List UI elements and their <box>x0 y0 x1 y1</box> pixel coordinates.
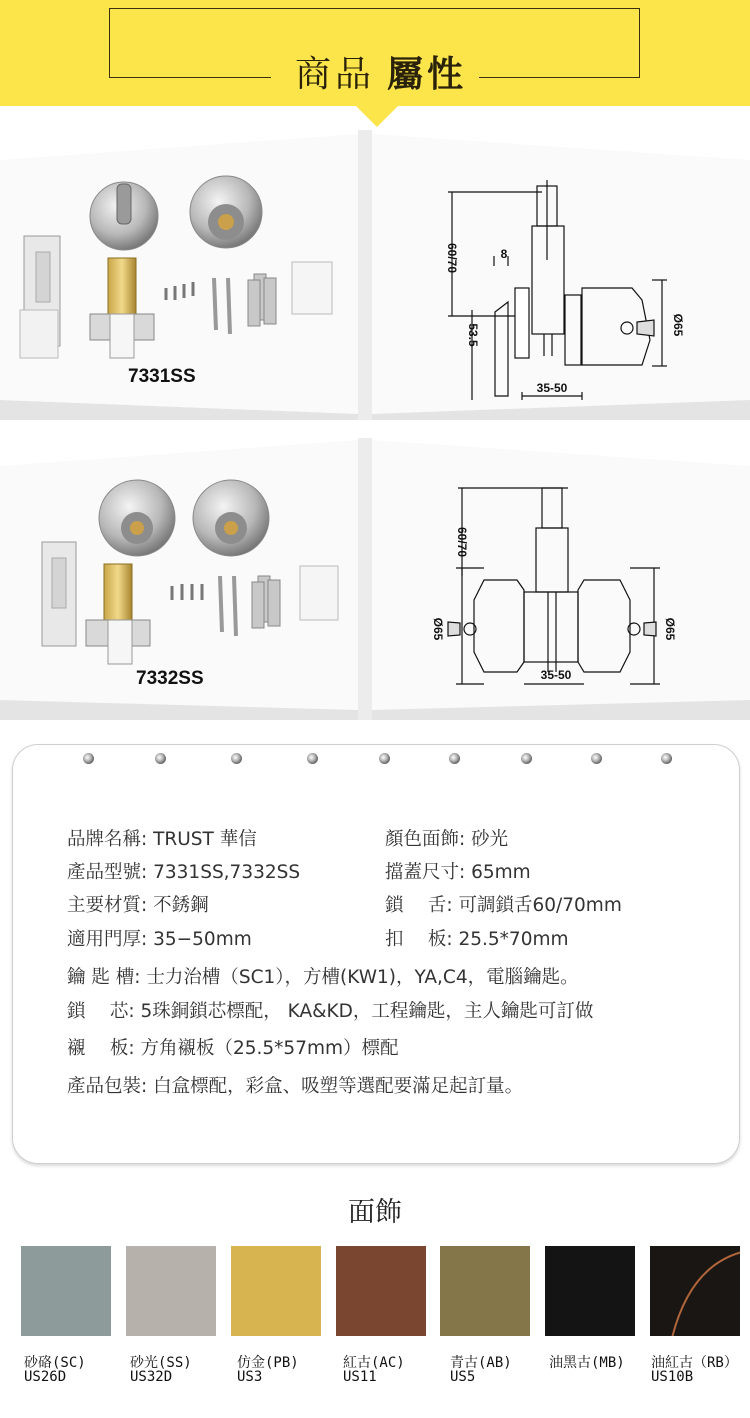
dim-diameter-right: Ø65 <box>663 617 677 641</box>
model-label: 7331SS <box>128 366 196 387</box>
finish-name: 紅古(AC) <box>343 1355 405 1371</box>
section-title <box>0 46 750 97</box>
spec-color: 顏色面飾: 砂光 <box>385 829 509 850</box>
finish-name: 仿金(PB) <box>237 1355 299 1371</box>
finish-code: US32D <box>130 1369 173 1385</box>
technical-drawing-7332 <box>372 472 750 712</box>
dim-door: 35-50 <box>536 381 568 395</box>
title-part1: 商品 <box>283 54 387 95</box>
dim-backset: 60/70 <box>455 526 469 558</box>
finish-code: US3 <box>237 1369 263 1385</box>
binder-hole <box>449 753 460 764</box>
binder-holes <box>13 753 739 773</box>
finish-name: 油黑古(MB) <box>549 1355 625 1371</box>
spec-thickness: 適用門厚: 35−50mm <box>67 929 252 950</box>
binder-hole <box>661 753 672 764</box>
spec-liner: 襯 板: 方角襯板（25.5*57mm）標配 <box>67 1038 399 1059</box>
finish-label-rb <box>651 1356 738 1384</box>
finish-label-sc <box>24 1356 86 1384</box>
binder-hole <box>231 753 242 764</box>
swatch-pb <box>231 1246 321 1336</box>
spec-package: 產品包裝: 白盒標配，彩盒、吸塑等選配要滿足起訂量。 <box>67 1076 524 1097</box>
swatch-rb <box>650 1246 740 1336</box>
binder-hole <box>155 753 166 764</box>
spec-core: 鎖 芯: 5珠銅鎖芯標配， KA&KD，工程鑰匙，主人鑰匙可訂做 <box>67 1001 594 1022</box>
finish-code: US11 <box>343 1369 377 1385</box>
spec-rosette: 擋蓋尺寸: 65mm <box>385 862 531 883</box>
spec-material: 主要材質: 不銹鋼 <box>67 895 209 916</box>
swatch-mb <box>545 1246 635 1336</box>
spec-card <box>12 744 740 1164</box>
spec-keyway: 鑰 匙 槽: 士力治槽（SC1），方槽(KW1)，YA,C4，電腦鑰匙。 <box>67 967 579 988</box>
dim-diameter-left: Ø65 <box>431 617 445 641</box>
swatch-sc <box>21 1246 111 1336</box>
swatch-ss <box>126 1246 216 1336</box>
dim-diameter: Ø65 <box>671 313 685 337</box>
finish-code: US26D <box>24 1369 67 1385</box>
finishes-title: 面飾 <box>348 1197 402 1228</box>
header-arrow <box>355 105 399 127</box>
spec-strike: 扣 板: 25.5*70mm <box>385 929 569 950</box>
product-panel-7332 <box>0 438 750 720</box>
model-label: 7332SS <box>136 668 204 689</box>
dim-door: 35-50 <box>540 668 572 682</box>
title-part2: 屬性 <box>387 54 468 95</box>
binder-hole <box>307 753 318 764</box>
swatch-ac <box>336 1246 426 1336</box>
spec-latch: 鎖 舌: 可調鎖舌60/70mm <box>385 895 622 916</box>
binder-hole <box>379 753 390 764</box>
binder-hole <box>521 753 532 764</box>
finish-label-ac <box>343 1356 405 1384</box>
dim-top: 8 <box>500 247 508 261</box>
technical-drawing-7331 <box>372 160 750 410</box>
swatch-rb-highlight <box>650 1246 740 1336</box>
finish-label-ss <box>130 1356 192 1384</box>
spec-model: 產品型號: 7331SS,7332SS <box>67 862 301 883</box>
finish-label-mb <box>549 1356 625 1370</box>
finish-label-ab <box>450 1356 512 1384</box>
finish-label-pb <box>237 1356 299 1384</box>
dim-backset: 60/70 <box>445 242 459 274</box>
finish-name: 砂光(SS) <box>130 1355 192 1371</box>
swatch-ab <box>440 1246 530 1336</box>
finish-name: 青古(AB) <box>450 1355 512 1371</box>
binder-hole <box>591 753 602 764</box>
spec-brand: 品牌名稱: TRUST 華信 <box>67 829 257 850</box>
product-panel-7331 <box>0 130 750 420</box>
finish-name: 油紅古（RB） <box>651 1355 738 1371</box>
dim-plate: 53.5 <box>466 323 480 347</box>
finish-name: 砂硌(SC) <box>24 1355 86 1371</box>
finish-code: US5 <box>450 1369 476 1385</box>
finish-code: US10B <box>651 1369 694 1385</box>
binder-hole <box>83 753 94 764</box>
